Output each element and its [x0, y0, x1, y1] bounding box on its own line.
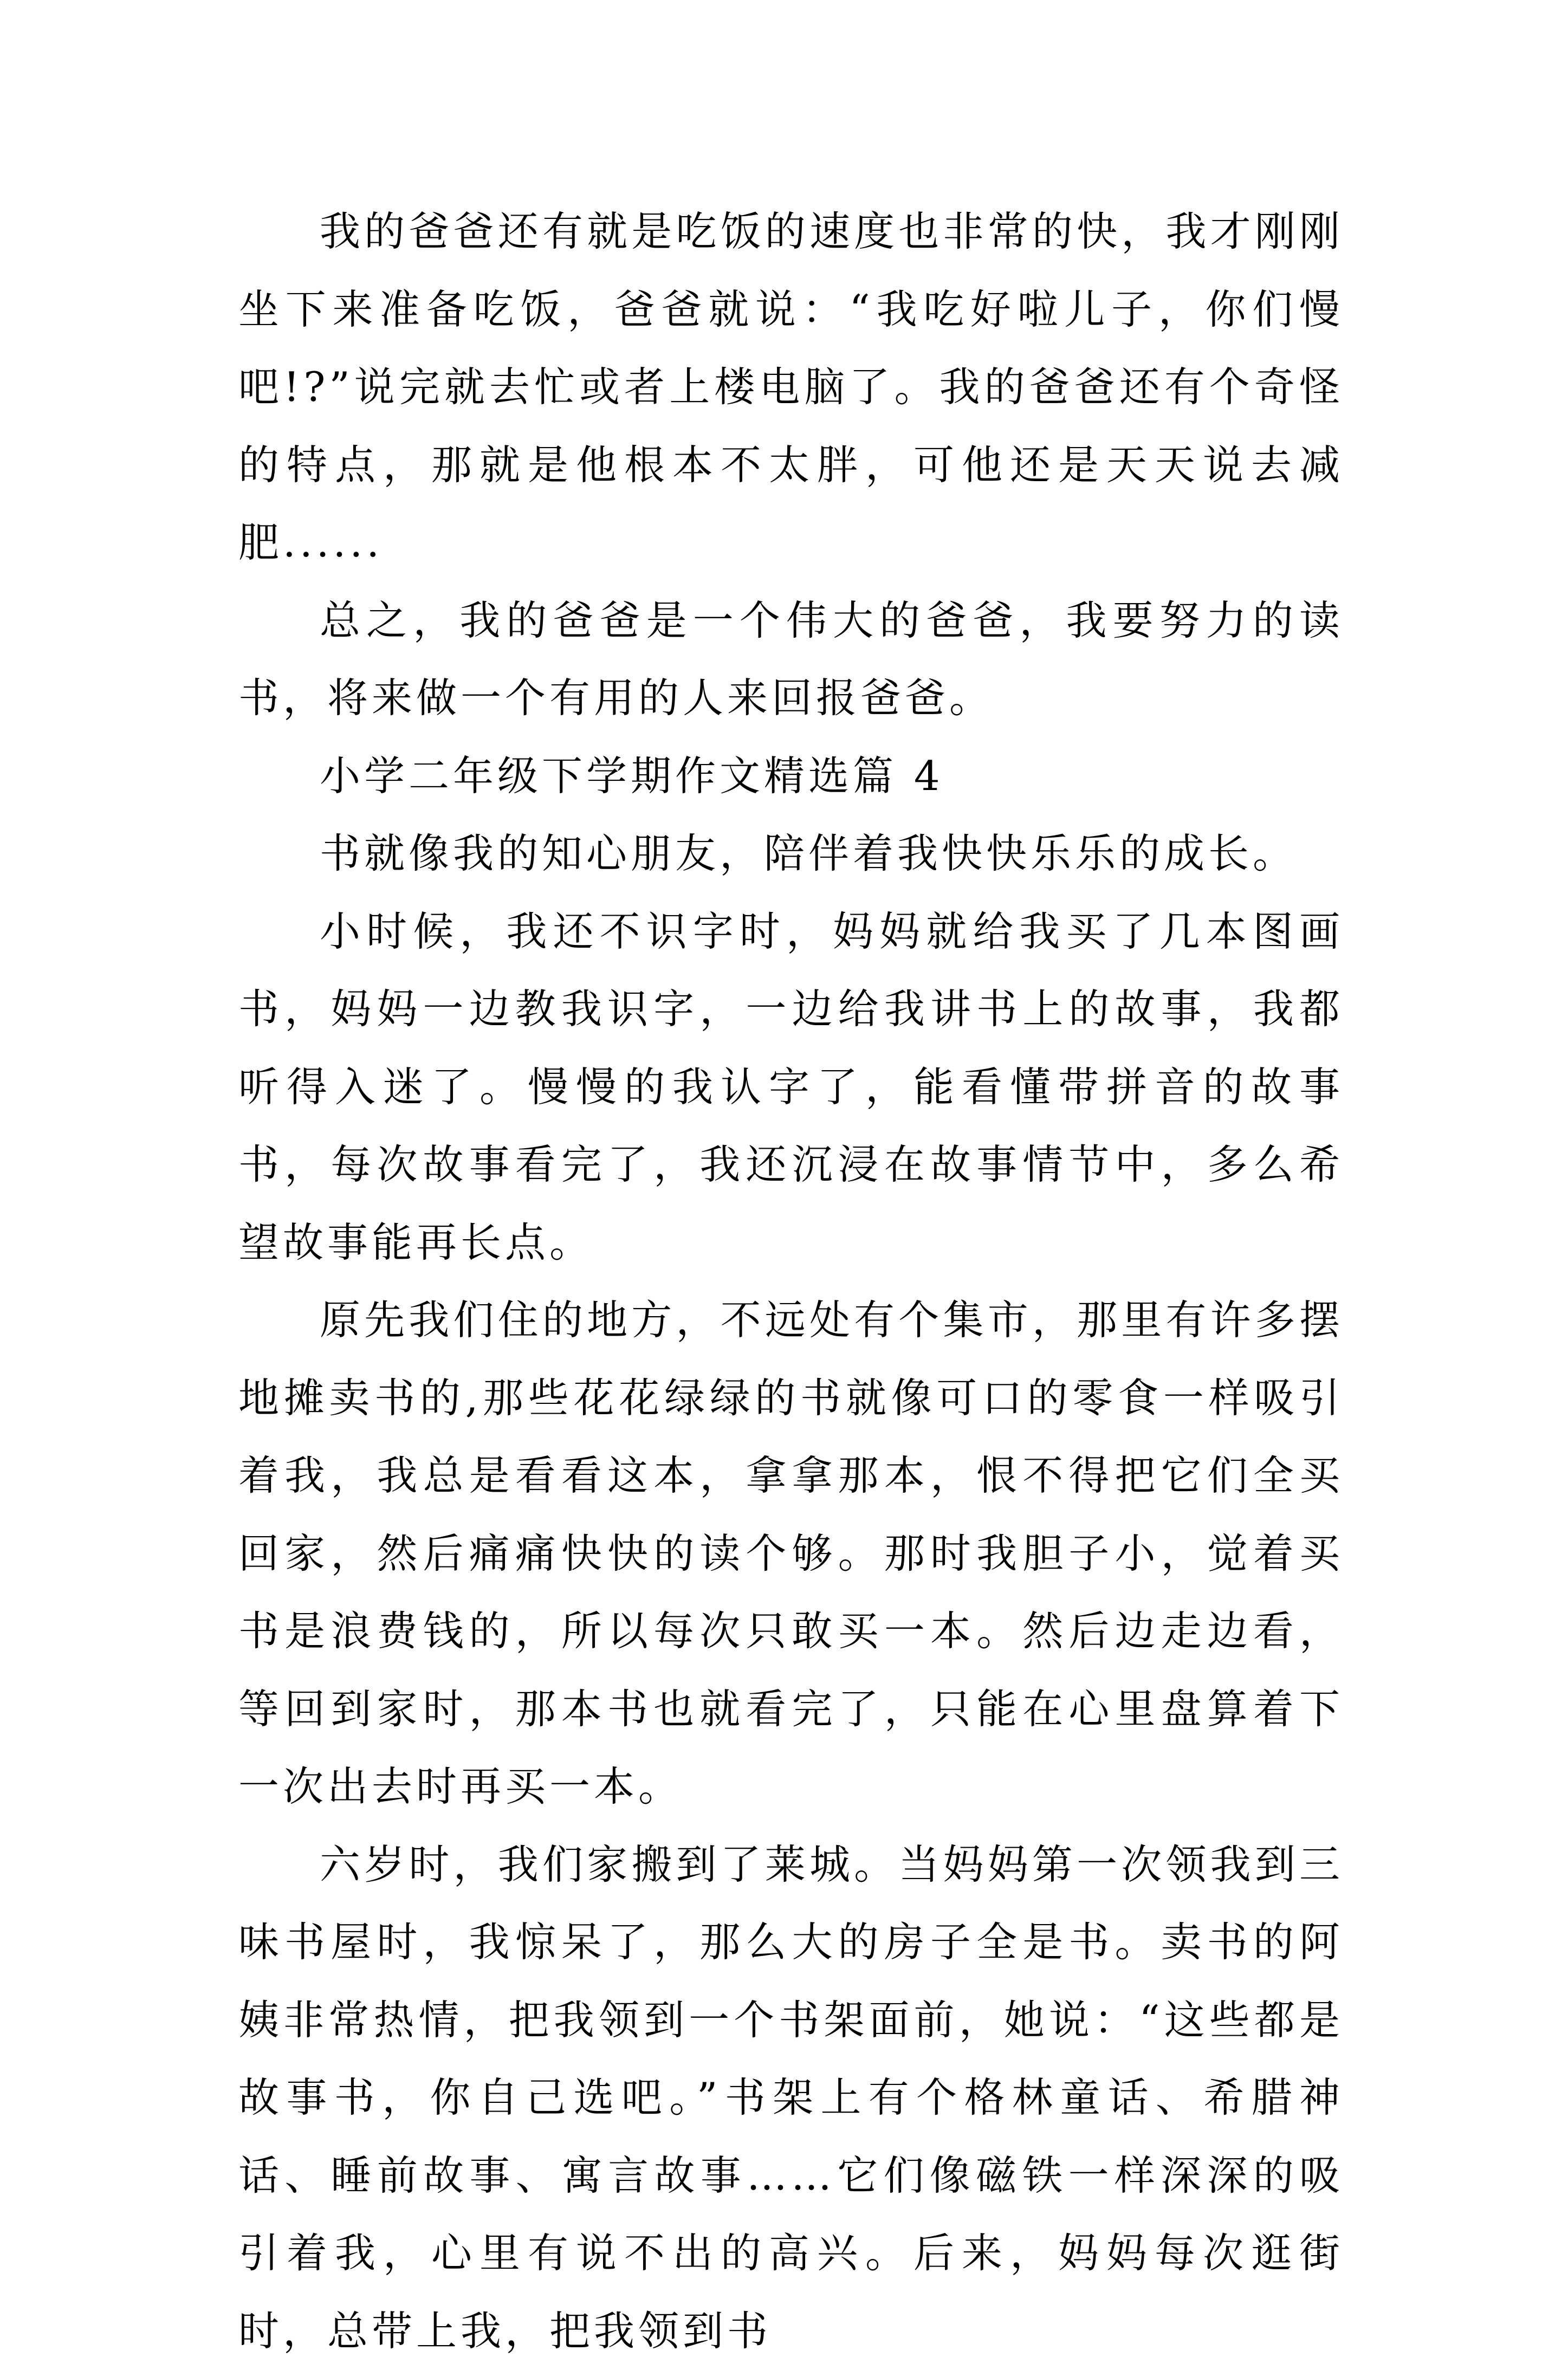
paragraph-bookstore: 六岁时，我们家搬到了莱城。当妈妈第一次领我到三味书屋时，我惊呆了，那么大的房子全是书。卖书的阿姨非常热情，把我领到一个书架面前，她说：“这些都是故事书，你自己选吧。”书架上有个格林童话、希腊神话、睡前故事、寓言故事……它们像磁铁一样深深的吸引着我，心里有说不出的高兴。后来，妈妈每次逛街时，总带上我，把我领到书 [238, 1826, 1344, 2370]
paragraph-market: 原先我们住的地方，不远处有个集市，那里有许多摆地摊卖书的,那些花花绿绿的书就像可口的零食一样吸引着我，我总是看看这本，拿拿那本，恨不得把它们全买回家，然后痛痛快快的读个够。那时我胆子小，觉着买书是浪费钱的，所以每次只敢买一本。然后边走边看，等回到家时，那本书也就看完了，只能在心里盘算着下一次出去时再买一本。 [238, 1281, 1344, 1826]
document-body [238, 193, 1344, 2370]
paragraph-dad-eating: 我的爸爸还有就是吃饭的速度也非常的快，我才刚刚坐下来准备吃饭，爸爸就说：“我吃好啦儿子，你们慢吧!?”说完就去忙或者上楼电脑了。我的爸爸还有个奇怪的特点，那就是他根本不太胖，可他还是天天说去减肥...... [238, 193, 1344, 582]
paragraph-childhood: 小时候，我还不识字时，妈妈就给我买了几本图画书，妈妈一边教我识字，一边给我讲书上的故事，我都听得入迷了。慢慢的我认字了，能看懂带拼音的故事书，每次故事看完了，我还沉浸在故事情节中，多么希望故事能再长点。 [238, 893, 1344, 1282]
section-title: 小学二年级下学期作文精选篇 4 [238, 737, 1344, 815]
paragraph-book-friend: 书就像我的知心朋友，陪伴着我快快乐乐的成长。 [238, 815, 1344, 893]
paragraph-conclusion: 总之，我的爸爸是一个伟大的爸爸，我要努力的读书，将来做一个有用的人来回报爸爸。 [238, 582, 1344, 737]
